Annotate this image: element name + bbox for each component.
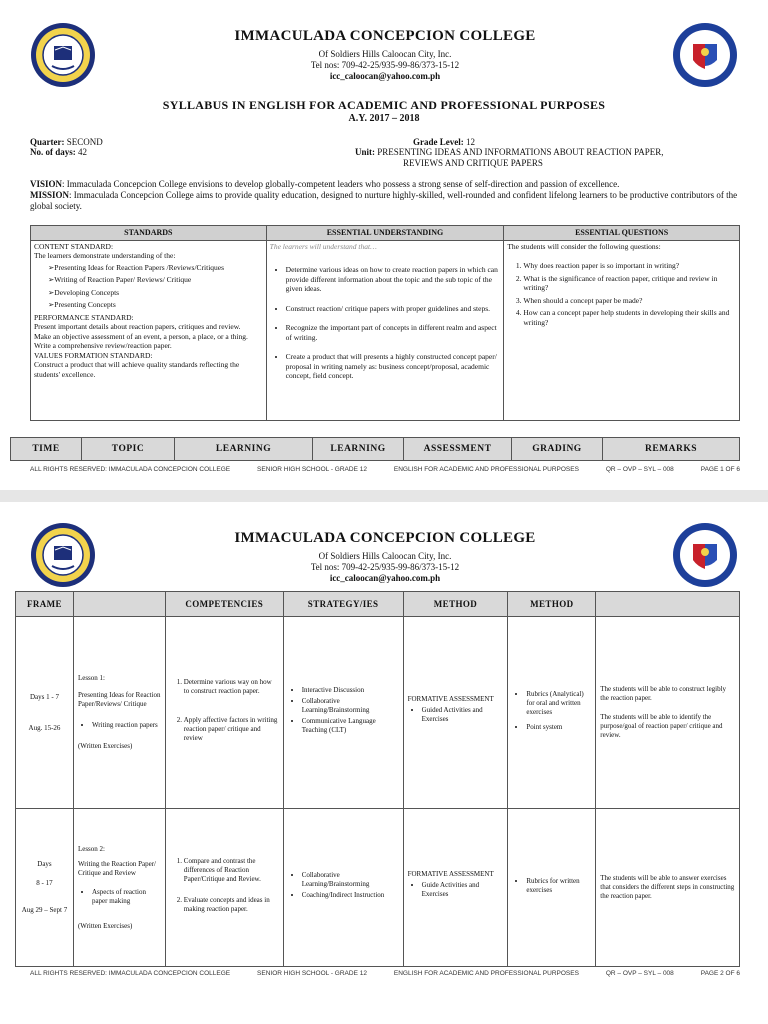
list-item: • Communicative Language Teaching (CLT) xyxy=(302,717,399,735)
quarter-value: SECOND xyxy=(66,137,103,147)
college-header xyxy=(150,28,620,82)
written-exercises: (Written Exercises) xyxy=(77,921,133,930)
page-footer xyxy=(30,466,740,473)
page-2 xyxy=(0,502,768,1024)
footer-code: QR – OVP – SYL – 008 xyxy=(605,466,674,473)
footer-rights: ALL RIGHTS RESERVED: IMMACULADA CONCEPCION COLLEGE xyxy=(30,970,231,977)
grading-list xyxy=(512,877,591,895)
list-item: 2. What is the significance of reaction paper, critique and review in writing? xyxy=(523,274,736,293)
header-essential-questions: ESSENTIAL QUESTIONS xyxy=(504,226,740,241)
values-standard-label: VALUES FORMATION STANDARD: xyxy=(34,350,153,360)
quarter-label: Quarter: xyxy=(30,137,65,147)
unit-value-1: PRESENTING IDEAS AND INFORMATIONS ABOUT REACTION PAPER, xyxy=(377,147,664,157)
standards-table xyxy=(30,225,740,421)
table-row xyxy=(16,809,740,967)
remark: The students will be able to construct legibly the reaction paper. xyxy=(600,685,727,702)
method-list xyxy=(408,706,504,724)
unit-line xyxy=(355,147,685,169)
lesson-bullets xyxy=(78,721,161,730)
list-item: ➢ Developing Concepts xyxy=(48,288,263,298)
list-item: • Guide Activities and Exercises xyxy=(422,881,504,899)
remark: The students will be able to answer exercises that considers the different steps in constructing the reaction paper. xyxy=(600,874,735,900)
days-value: 42 xyxy=(78,147,88,157)
list-item: • Construct reaction/ critique papers with proper guidelines and steps. xyxy=(286,304,501,314)
lesson-plan-table xyxy=(15,591,740,967)
method-cell xyxy=(403,617,508,809)
mission-statement xyxy=(30,190,740,212)
days-range-2: 8 - 17 xyxy=(36,879,53,887)
header-strategies: STRATEGY/IES xyxy=(283,592,403,617)
understanding-cell xyxy=(266,240,504,420)
header-remarks: REMARKS xyxy=(603,438,740,461)
remark: The students will be able to identify the purpose/goal of reaction paper/ critique and review. xyxy=(600,713,723,739)
footer-level: SENIOR HIGH SCHOOL - GRADE 12 xyxy=(257,466,367,473)
list-item: 1. Compare and contrast the differences of Reaction Paper/Critique and Review. xyxy=(184,857,279,884)
method-cell xyxy=(403,809,508,967)
unit-label: Unit: xyxy=(355,147,375,157)
questions-list xyxy=(507,261,736,327)
questions-cell xyxy=(504,240,740,420)
vision-text: : Immaculada Concepcion College envisions to develop globally-competent leaders who possess a strong sense of self-direction and passion of excellence. xyxy=(62,179,620,189)
list-item: • Aspects of reaction paper making xyxy=(92,888,161,906)
header-method: METHOD xyxy=(403,592,508,617)
college-name: IMMACULADA CONCEPCION COLLEGE xyxy=(234,530,536,546)
header-learning: LEARNING xyxy=(175,438,313,461)
lesson-number: Lesson 1: xyxy=(77,674,105,682)
header-topic: TOPIC xyxy=(82,438,175,461)
footer-code: QR – OVP – SYL – 008 xyxy=(605,970,674,977)
header-competencies: COMPETENCIES xyxy=(165,592,283,617)
vision-statement xyxy=(30,179,740,190)
page-1 xyxy=(0,0,768,490)
header-method-2: METHOD xyxy=(508,592,596,617)
header-assessment: ASSESSMENT xyxy=(404,438,512,461)
college-name: IMMACULADA CONCEPCION COLLEGE xyxy=(234,28,536,44)
method-list xyxy=(408,881,504,899)
college-seal-icon xyxy=(30,22,96,88)
grade-value: 12 xyxy=(466,137,475,147)
frame-cell xyxy=(16,617,74,809)
header-time: TIME xyxy=(11,438,82,461)
syllabus-title: SYLLABUS IN ENGLISH FOR ACADEMIC AND PROFESSIONAL PURPOSES xyxy=(162,98,606,112)
competencies-cell xyxy=(165,809,283,967)
content-standard-intro: The learners demonstrate understanding of the: xyxy=(34,251,176,260)
performance-item: Write a comprehensive review/reaction paper. xyxy=(34,341,172,350)
list-item: • Point system xyxy=(526,723,591,732)
list-item: • Collaborative Learning/Brainstorming xyxy=(302,871,399,889)
list-item: 1. Determine various way on how to construct reaction paper. xyxy=(184,678,279,696)
list-item: 2. Apply affective factors in writing reaction paper/ critique and review xyxy=(184,716,279,743)
footer-page: PAGE 2 OF 6 xyxy=(700,970,740,977)
days-range: Days 1 - 7 xyxy=(29,692,59,701)
values-item: Construct a product that will achieve quality standards reflecting the students' excellence. xyxy=(34,360,240,379)
list-item: • Guided Activities and Exercises xyxy=(422,706,504,724)
lesson-number: Lesson 2: xyxy=(77,844,105,853)
method-title: FORMATIVE ASSESSMENT xyxy=(407,870,494,878)
days-label: No. of days: xyxy=(30,147,76,157)
header-frame: FRAME xyxy=(16,592,74,617)
header-standards: STANDARDS xyxy=(31,226,267,241)
header-learning-2: LEARNING xyxy=(313,438,404,461)
college-address: Of Soldiers Hills Caloocan City, Inc. xyxy=(318,49,452,59)
strategies-cell xyxy=(283,809,403,967)
written-exercises: (Written Exercises) xyxy=(77,742,133,750)
competencies-list xyxy=(170,857,279,914)
list-item: • Rubrics (Analytical) for oral and written exercises xyxy=(526,690,591,717)
college-tel: Tel nos: 709-42-25/935-99-86/373-15-12 xyxy=(310,562,460,572)
header-grading: GRADING xyxy=(512,438,603,461)
college-header xyxy=(150,530,620,584)
deped-seal-icon xyxy=(672,22,738,88)
performance-item: Present important details about reaction papers, critiques and review. xyxy=(34,322,241,331)
questions-intro: The students will consider the following questions: xyxy=(507,241,661,251)
standards-cell xyxy=(31,240,267,420)
topic-cell xyxy=(73,809,165,967)
vision-label: VISION xyxy=(30,179,63,189)
competencies-cell xyxy=(165,617,283,809)
grading-list xyxy=(512,690,591,732)
list-item: 4. How can a concept paper help students in developing their skills and writing? xyxy=(523,308,736,327)
list-item: 1. Why does reaction paper is so important in writing? xyxy=(523,261,736,271)
date-range: Aug. 15-26 xyxy=(28,723,61,732)
content-standard-label: CONTENT STANDARD: xyxy=(34,241,114,251)
footer-level: SENIOR HIGH SCHOOL - GRADE 12 xyxy=(257,970,367,977)
list-item: ➢ Presenting Ideas for Reaction Papers /Reviews/Critiques xyxy=(48,263,263,273)
strategies-list xyxy=(288,686,399,735)
strategies-list xyxy=(288,871,399,900)
lesson-title: Writing the Reaction Paper/ Critique and Review xyxy=(77,859,156,877)
lesson-bullets xyxy=(78,888,161,906)
footer-subject: ENGLISH FOR ACADEMIC AND PROFESSIONAL PURPOSES xyxy=(393,970,579,977)
college-seal-icon xyxy=(30,522,96,588)
college-tel: Tel nos: 709-42-25/935-99-86/373-15-12 xyxy=(310,60,460,70)
mission-text: : Immaculada Concepcion College aims to provide quality education, designed to nurture highly-skilled, well-rounded and confident lifelong learners to be productive contributors of the global society. xyxy=(30,190,738,211)
academic-year: A.Y. 2017 – 2018 xyxy=(348,113,420,124)
college-email: icc_caloocan@yahoo.com.ph xyxy=(329,573,441,583)
method-title: FORMATIVE ASSESSMENT xyxy=(407,695,494,703)
header-topic-blank xyxy=(73,592,165,617)
college-email: icc_caloocan@yahoo.com.ph xyxy=(329,71,441,81)
grade-label: Grade Level: xyxy=(413,137,464,147)
lesson-title: Presenting Ideas for Reaction Paper/Reviews/ Critique xyxy=(77,691,161,708)
grading-cell xyxy=(508,809,596,967)
understanding-intro: The learners will understand that… xyxy=(269,241,377,251)
strategies-cell xyxy=(283,617,403,809)
page-separator xyxy=(0,490,768,502)
footer-subject: ENGLISH FOR ACADEMIC AND PROFESSIONAL PURPOSES xyxy=(393,466,579,473)
list-item: • Collaborative Learning/Brainstorming xyxy=(302,697,399,715)
college-address: Of Soldiers Hills Caloocan City, Inc. xyxy=(318,551,452,561)
list-item: • Coaching/Indirect Instruction xyxy=(302,891,399,900)
days-range: Days xyxy=(37,860,52,868)
content-standard-list xyxy=(34,263,263,310)
deped-seal-icon xyxy=(672,522,738,588)
header-essential-understanding: ESSENTIAL UNDERSTANDING xyxy=(266,226,504,241)
list-item: • Recognize the important part of concepts in different realm and aspect of writing. xyxy=(286,323,501,342)
list-item: ➢ Presenting Concepts xyxy=(48,300,263,310)
list-item: 3. When should a concept paper be made? xyxy=(523,296,736,306)
competencies-list xyxy=(170,678,279,743)
plan-header-table xyxy=(10,437,740,461)
list-item: 2. Evaluate concepts and ideas in making reaction paper. xyxy=(184,896,279,914)
list-item: ➢ Writing of Reaction Paper/ Reviews/ Critique xyxy=(48,275,263,285)
list-item: • Determine various ideas on how to create reaction papers in which can provide different information about the topic and the sub topic of the given ideas. xyxy=(286,265,501,294)
days-line xyxy=(30,147,87,158)
performance-item: Make an objective assessment of an event, a person, a place, or a thing. xyxy=(34,331,248,341)
performance-standard-label: PERFORMANCE STANDARD: xyxy=(34,312,134,322)
unit-value-2: REVIEWS AND CRITIQUE PAPERS xyxy=(403,158,543,168)
header-remarks-blank xyxy=(596,592,740,617)
remarks-cell xyxy=(596,617,740,809)
list-item: • Rubrics for written exercises xyxy=(526,877,591,895)
page-footer xyxy=(30,970,740,977)
topic-cell xyxy=(73,617,165,809)
mission-label: MISSION xyxy=(30,190,70,200)
footer-rights: ALL RIGHTS RESERVED: IMMACULADA CONCEPCION COLLEGE xyxy=(30,466,231,473)
list-item: • Interactive Discussion xyxy=(302,686,399,695)
table-row xyxy=(16,617,740,809)
footer-page: PAGE 1 OF 6 xyxy=(700,466,740,473)
list-item: • Create a product that will presents a highly constructed concept paper/ proposal in writing namely as: business concept/proposal, academic concept, field concept. xyxy=(286,352,501,381)
frame-cell xyxy=(16,809,74,967)
list-item: • Writing reaction papers xyxy=(92,721,161,730)
date-range: Aug 29 – Sept 7 xyxy=(21,906,68,914)
understanding-list xyxy=(270,265,501,381)
remarks-cell xyxy=(596,809,740,967)
grading-cell xyxy=(508,617,596,809)
